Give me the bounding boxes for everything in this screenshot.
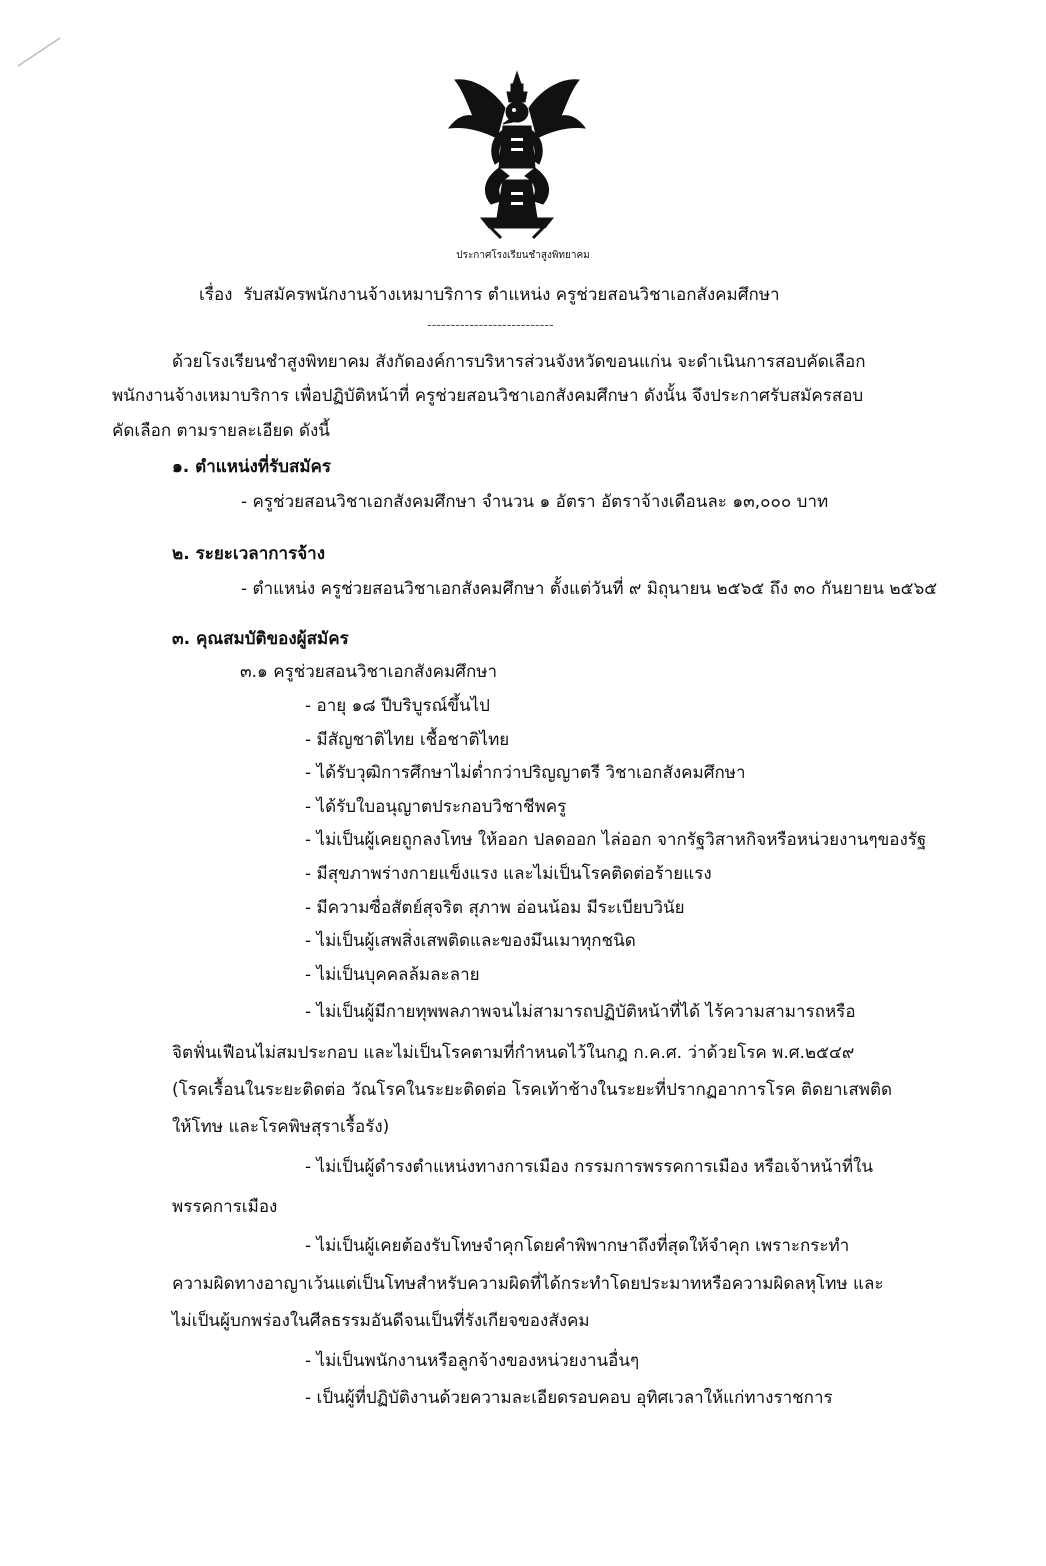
section-1-heading: ๑. ตำแหน่งที่รับสมัคร [172, 457, 332, 477]
pen-mark-icon [14, 32, 64, 72]
criminal-line-1: - ไม่เป็นผู้เคยต้องรับโทษจำคุกโดยคำพิพากษาถึงที่สุดให้จำคุก เพราะกระทำ [305, 1234, 849, 1258]
qualification-item: - ได้รับใบอนุญาตประกอบวิชาชีพครู [305, 795, 566, 819]
political-line-2: พรรคการเมือง [172, 1197, 278, 1217]
section-2-item: - ตำแหน่ง ครูช่วยสอนวิชาเอกสังคมศึกษา ตั้งแต่วันที่ ๙ มิถุนายน ๒๕๖๕ ถึง ๓๐ กันยายน ๒๕๖๕ [241, 577, 937, 601]
subject-line [199, 283, 780, 307]
announcement-title: ประกาศโรงเรียนชำสูงพิทยาคม [456, 250, 590, 261]
garuda-emblem-icon [441, 68, 593, 240]
qualification-item: - มีสัญชาติไทย เชื้อชาติไทย [305, 728, 509, 752]
qualification-item: - ไม่เป็นพนักงานหรือลูกจ้างของหน่วยงานอื่นๆ [305, 1349, 639, 1373]
qualification-item: - มีความซื่อสัตย์สุจริต สุภาพ อ่อนน้อม มีระเบียบวินัย [305, 896, 685, 920]
qualification-item: - ไม่เป็นผู้เคยถูกลงโทษ ให้ออก ปลดออก ไล่ออก จากรัฐวิสาหกิจหรือหน่วยงานๆของรัฐ [305, 828, 926, 852]
criminal-line-3: ไม่เป็นผู้บกพร่องในศีลธรรมอันดีจนเป็นที่รังเกียจของสังคม [172, 1311, 590, 1331]
qualification-item: - อายุ ๑๘ ปีบริบูรณ์ขึ้นไป [305, 694, 490, 718]
political-line-1: - ไม่เป็นผู้ดำรงตำแหน่งทางการเมือง กรรมการพรรคการเมือง หรือเจ้าหน้าที่ใน [305, 1155, 873, 1179]
disability-line-1: - ไม่เป็นผู้มีกายทุพพลภาพจนไม่สามารถปฏิบัติหน้าที่ได้ ไร้ความสามารถหรือ [305, 1000, 856, 1024]
qualification-item: - ไม่เป็นผู้เสพสิ่งเสพติดและของมึนเมาทุกชนิด [305, 929, 636, 953]
subject-label: เรื่อง [199, 285, 233, 305]
section-3-heading: ๓. คุณสมบัติของผู้สมัคร [172, 629, 349, 649]
qualification-item: - ไม่เป็นบุคคลล้มละลาย [305, 963, 480, 987]
disability-line-2: จิตฟั่นเฟือนไม่สมประกอบ และไม่เป็นโรคตามที่กำหนดไว้ในกฎ ก.ค.ศ. ว่าด้วยโรค พ.ศ.๒๕๔๙ [172, 1043, 855, 1063]
section-3-1-heading: ๓.๑ ครูช่วยสอนวิชาเอกสังคมศึกษา [240, 662, 498, 682]
section-1-item: - ครูช่วยสอนวิชาเอกสังคมศึกษา จำนวน ๑ อัตรา อัตราจ้างเดือนละ ๑๓,๐๐๐ บาท [241, 490, 828, 514]
title-divider: --------------------------- [427, 318, 554, 333]
intro-line-1: ด้วยโรงเรียนชำสูงพิทยาคม สังกัดองค์การบริหารส่วนจังหวัดขอนแก่น จะดำเนินการสอบคัดเลือก [172, 352, 866, 372]
criminal-line-2: ความผิดทางอาญาเว้นแต่เป็นโทษสำหรับความผิดที่ได้กระทำโดยประมาทหรือความผิดลหุโทษ และ [172, 1274, 884, 1294]
qualification-item: - เป็นผู้ที่ปฏิบัติงานด้วยความละเอียดรอบคอบ อุทิศเวลาให้แก่ทางราชการ [305, 1386, 833, 1410]
subject-text: รับสมัครพนักงานจ้างเหมาบริการ ตำแหน่ง ครูช่วยสอนวิชาเอกสังคมศึกษา [243, 285, 780, 305]
qualification-item: - ได้รับวุฒิการศึกษาไม่ต่ำกว่าปริญญาตรี วิชาเอกสังคมศึกษา [305, 761, 746, 785]
qualification-item: - มีสุขภาพร่างกายแข็งแรง และไม่เป็นโรคติดต่อร้ายแรง [305, 862, 712, 886]
intro-line-2: พนักงานจ้างเหมาบริการ เพื่อปฏิบัติหน้าที่ ครูช่วยสอนวิชาเอกสังคมศึกษา ดังนั้น จึงประกาศรับสมัครสอบ [112, 386, 864, 406]
disability-line-4: ให้โทษ และโรคพิษสุราเรื้อรัง) [172, 1117, 390, 1137]
intro-line-3: คัดเลือก ตามรายละเอียด ดังนี้ [112, 421, 330, 441]
section-2-heading: ๒. ระยะเวลาการจ้าง [172, 544, 326, 564]
disability-line-3: (โรคเรื้อนในระยะติดต่อ วัณโรคในระยะติดต่อ โรคเท้าช้างในระยะที่ปรากฏอาการโรค ติดยาเสพติด [172, 1080, 893, 1100]
